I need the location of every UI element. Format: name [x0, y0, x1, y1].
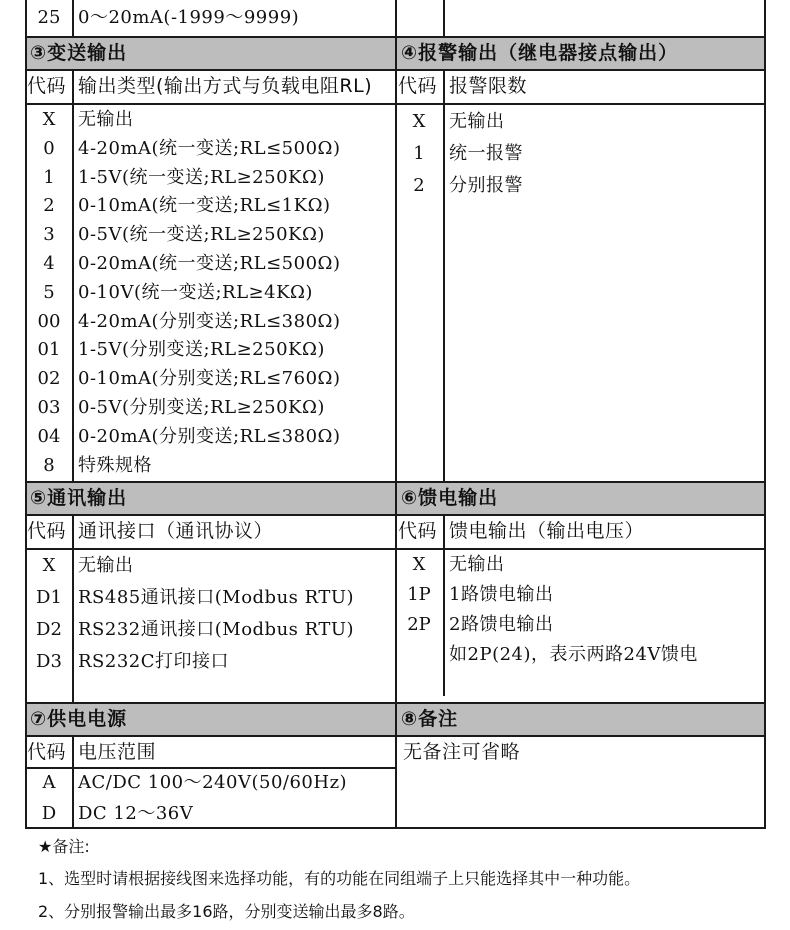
s7-row-code: A	[42, 772, 56, 793]
s5-row-code: D1	[36, 587, 62, 608]
s5-row-desc: 无输出	[78, 555, 134, 576]
section-8-header: ⑧备注	[397, 703, 765, 735]
s6-row-code: 1P	[407, 584, 431, 605]
s7-row-desc: AC/DC 100～240V(50/60Hz)	[78, 772, 348, 793]
note-item-2: 2、分别报警输出最多16路，分别变送输出最多8路。	[38, 902, 415, 921]
s4-column-header: 报警限数	[449, 75, 528, 97]
note-item-1: 1、选型时请根据接线图来选择功能，有的功能在同组端子上只能选择其中一种功能。	[38, 869, 641, 888]
s3-row-desc: 4-20mA(统一变送;RL≤500Ω)	[78, 137, 341, 159]
s3-column-header: 输出类型(输出方式与负载电阻RL)	[78, 75, 373, 97]
s3-row-code: 5	[43, 281, 55, 303]
s4-row-code: X	[412, 111, 426, 132]
code-col-divider	[72, 0, 74, 36]
s3-row-code: X	[42, 109, 56, 130]
s4-code-header: 代码	[398, 75, 438, 97]
notes-heading: ★备注:	[38, 837, 90, 856]
s6-row-code: 2P	[407, 614, 431, 635]
s6-row-code: X	[412, 554, 426, 575]
s6-code-header: 代码	[398, 520, 438, 542]
s3-row-desc: 0-5V(分别变送;RL≥250KΩ)	[78, 397, 325, 418]
s6-column-header: 馈电输出（输出电压）	[449, 520, 645, 542]
s5-row-code: D2	[36, 619, 62, 640]
s3-row-desc: 4-20mA(分别变送;RL≤380Ω)	[78, 310, 341, 332]
s5-row-code: D3	[36, 651, 62, 672]
s7-code-header: 代码	[27, 741, 67, 763]
section-6-header: ⑥馈电输出	[397, 482, 765, 514]
s3-row-code: 03	[37, 397, 61, 418]
s3-row-desc: 0-20mA(分别变送;RL≤380Ω)	[78, 425, 341, 447]
s3-row-code: 4	[43, 253, 55, 274]
s3-row-desc: 0-10mA(统一变送;RL≤1KΩ)	[78, 195, 331, 217]
section-5-header: ⑤通讯输出	[26, 482, 395, 514]
section-7-header: ⑦供电电源	[26, 703, 395, 735]
s3-row-code: 0	[43, 137, 55, 159]
s6-row-desc: 无输出	[449, 554, 505, 575]
s4-row-desc: 统一报警	[449, 143, 523, 164]
s4-row-code: 2	[413, 175, 425, 196]
s4-row-desc: 无输出	[449, 111, 505, 132]
row-divider	[25, 481, 766, 483]
s3-code-header: 代码	[27, 75, 67, 97]
section-3-header: ③变送输出	[26, 37, 395, 69]
s3-row-code: 02	[37, 368, 61, 390]
top-row-code: 25	[37, 7, 61, 28]
top-row-desc: 0～20mA(-1999～9999)	[78, 7, 300, 28]
s3-row-desc: 0-5V(统一变送;RL≥250KΩ)	[78, 224, 325, 246]
s5-row-desc: RS485通讯接口(Modbus RTU)	[78, 587, 355, 608]
row-divider	[25, 36, 766, 38]
code-col-divider	[443, 0, 445, 36]
s7-row-code: D	[41, 803, 57, 824]
section-4-header: ④报警输出（继电器接点输出）	[397, 37, 765, 69]
s7-column-header: 电压范围	[78, 741, 157, 763]
s3-row-code: 01	[37, 339, 61, 361]
s3-row-desc: 0-20mA(统一变送;RL≤500Ω)	[78, 253, 341, 274]
s3-row-desc: 无输出	[78, 109, 134, 130]
s6-row-desc: 如2P(24)，表示两路24V馈电	[449, 644, 698, 665]
code-col-divider	[72, 69, 74, 481]
code-col-divider	[443, 514, 445, 696]
s5-row-desc: RS232通讯接口(Modbus RTU)	[78, 619, 355, 640]
s7-row-desc: DC 12～36V	[78, 803, 194, 824]
s3-row-code: 3	[43, 224, 55, 246]
code-col-divider	[72, 735, 74, 828]
s3-row-code: 8	[43, 454, 55, 476]
s3-row-code: 00	[37, 310, 61, 332]
code-col-divider	[443, 69, 445, 481]
s6-row-desc: 2路馈电输出	[449, 614, 554, 635]
s3-row-desc: 1-5V(统一变送;RL≥250KΩ)	[78, 166, 325, 188]
code-col-divider	[72, 514, 74, 702]
s4-row-desc: 分别报警	[449, 175, 523, 196]
row-divider	[25, 702, 766, 704]
s5-row-code: X	[42, 555, 56, 576]
s5-row-desc: RS232C打印接口	[78, 651, 230, 672]
s3-row-code: 04	[37, 425, 61, 447]
s4-row-code: 1	[413, 143, 425, 164]
s5-code-header: 代码	[27, 520, 67, 542]
s3-row-code: 2	[43, 195, 55, 217]
s3-row-desc: 1-5V(分别变送;RL≥250KΩ)	[78, 339, 325, 361]
s6-row-desc: 1路馈电输出	[449, 584, 554, 605]
s3-row-desc: 0-10V(统一变送;RL≥4KΩ)	[78, 281, 313, 303]
s8-remark-text: 无备注可省略	[403, 741, 521, 763]
s5-column-header: 通讯接口（通讯协议）	[78, 520, 274, 542]
s3-row-code: 1	[43, 166, 55, 188]
s3-row-desc: 特殊规格	[78, 454, 152, 476]
table-border-right	[764, 0, 766, 829]
s3-row-desc: 0-10mA(分别变送;RL≤760Ω)	[78, 368, 341, 390]
row-divider	[25, 103, 766, 105]
